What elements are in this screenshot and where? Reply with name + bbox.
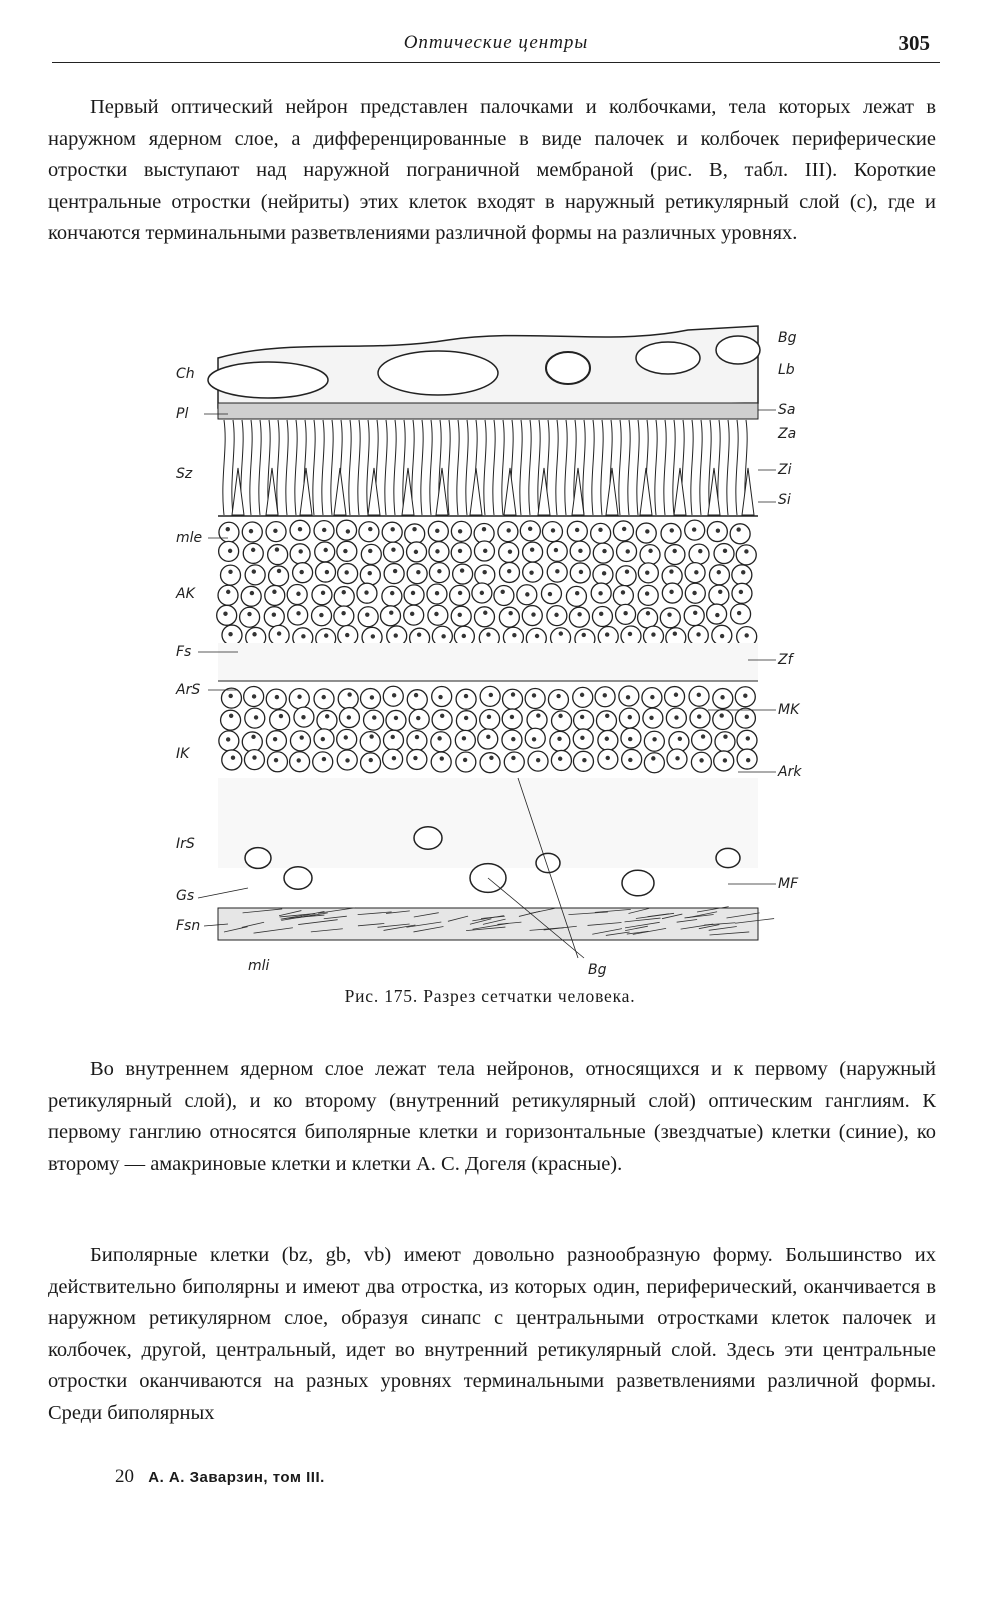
svg-text:mli: mli: [248, 958, 270, 974]
paragraph-bipolar-cells: Биполярные клетки (bz, gb, vb) имеют довольно разнообразную форму. Большинство их действительно биполярны и имеют два отростка, из которых один, периферический, оканчивается в наружном ретикулярном слое, образуя синапс с центральными отростками клеток палочек и колбочек, другой, центральный, идет во внутренний ретикулярный слой. Здесь эти центральные отростки оканчиваются на разных уровнях терминальными разветвлениями различной формы. Среди биполярных: [48, 1244, 936, 1424]
svg-text:Fsn: Fsn: [176, 918, 201, 934]
paragraph-inner-nuclear-layer: Во внутреннем ядерном слое лежат тела нейронов, относящихся и к первому (наружный ретикулярный слой), и ко второму (внутренний ретикулярный слой) оптическим ганглиям. К первому ганглию относятся биполярные клетки и горизонтальные (звездчатые) клетки (синие), ко второму — амакриновые клетки и клетки А. С. Догеля (красные).: [48, 1058, 936, 1175]
svg-text:Sz: Sz: [176, 466, 193, 482]
svg-text:Ch: Ch: [176, 366, 195, 382]
page-footer: [115, 1466, 325, 1488]
page-number: 305: [898, 31, 930, 55]
svg-text:Bg: Bg: [588, 962, 607, 978]
retina-section-figure: [168, 318, 808, 998]
svg-text:IrS: IrS: [176, 836, 195, 852]
svg-text:Bg: Bg: [778, 330, 797, 346]
svg-text:Sa: Sa: [778, 402, 796, 418]
retina-illustration: [168, 318, 808, 998]
running-head: [52, 28, 940, 63]
svg-text:mle: mle: [176, 530, 203, 546]
svg-text:Pl: Pl: [176, 406, 189, 422]
svg-text:MF: MF: [778, 876, 799, 892]
figure-caption: Рис. 175. Разрез сетчатки человека.: [344, 986, 636, 1006]
author-volume: А. А. Заварзин, том III.: [148, 1469, 325, 1486]
running-title: Оптические центры: [403, 32, 589, 53]
svg-text:Gs: Gs: [176, 888, 195, 904]
signature-number: 20: [115, 1466, 134, 1487]
svg-text:MK: MK: [778, 702, 800, 718]
svg-text:Zf: Zf: [778, 652, 793, 668]
svg-text:Za: Za: [778, 426, 797, 442]
svg-text:Lb: Lb: [778, 362, 795, 378]
svg-text:Zi: Zi: [778, 462, 792, 478]
svg-text:AK: AK: [176, 586, 195, 602]
svg-text:Fs: Fs: [176, 644, 192, 660]
paragraph-first-neuron: Первый оптический нейрон представлен палочками и колбочками, тела которых лежат в наружном ядерном слое, а дифференцированные в виде палочек и колбочек периферические отростки выступают над наружной пограничной мембраной (рис. B, табл. III). Короткие центральные отростки (нейриты) этих клеток входят в наружный ретикулярный слой (c), где и кончаются терминальными разветвлениями различной формы на различных уровнях.: [48, 96, 936, 245]
svg-text:Ark: Ark: [778, 764, 802, 780]
svg-text:ArS: ArS: [176, 682, 201, 698]
svg-text:Si: Si: [778, 492, 791, 508]
svg-text:IK: IK: [176, 746, 190, 762]
